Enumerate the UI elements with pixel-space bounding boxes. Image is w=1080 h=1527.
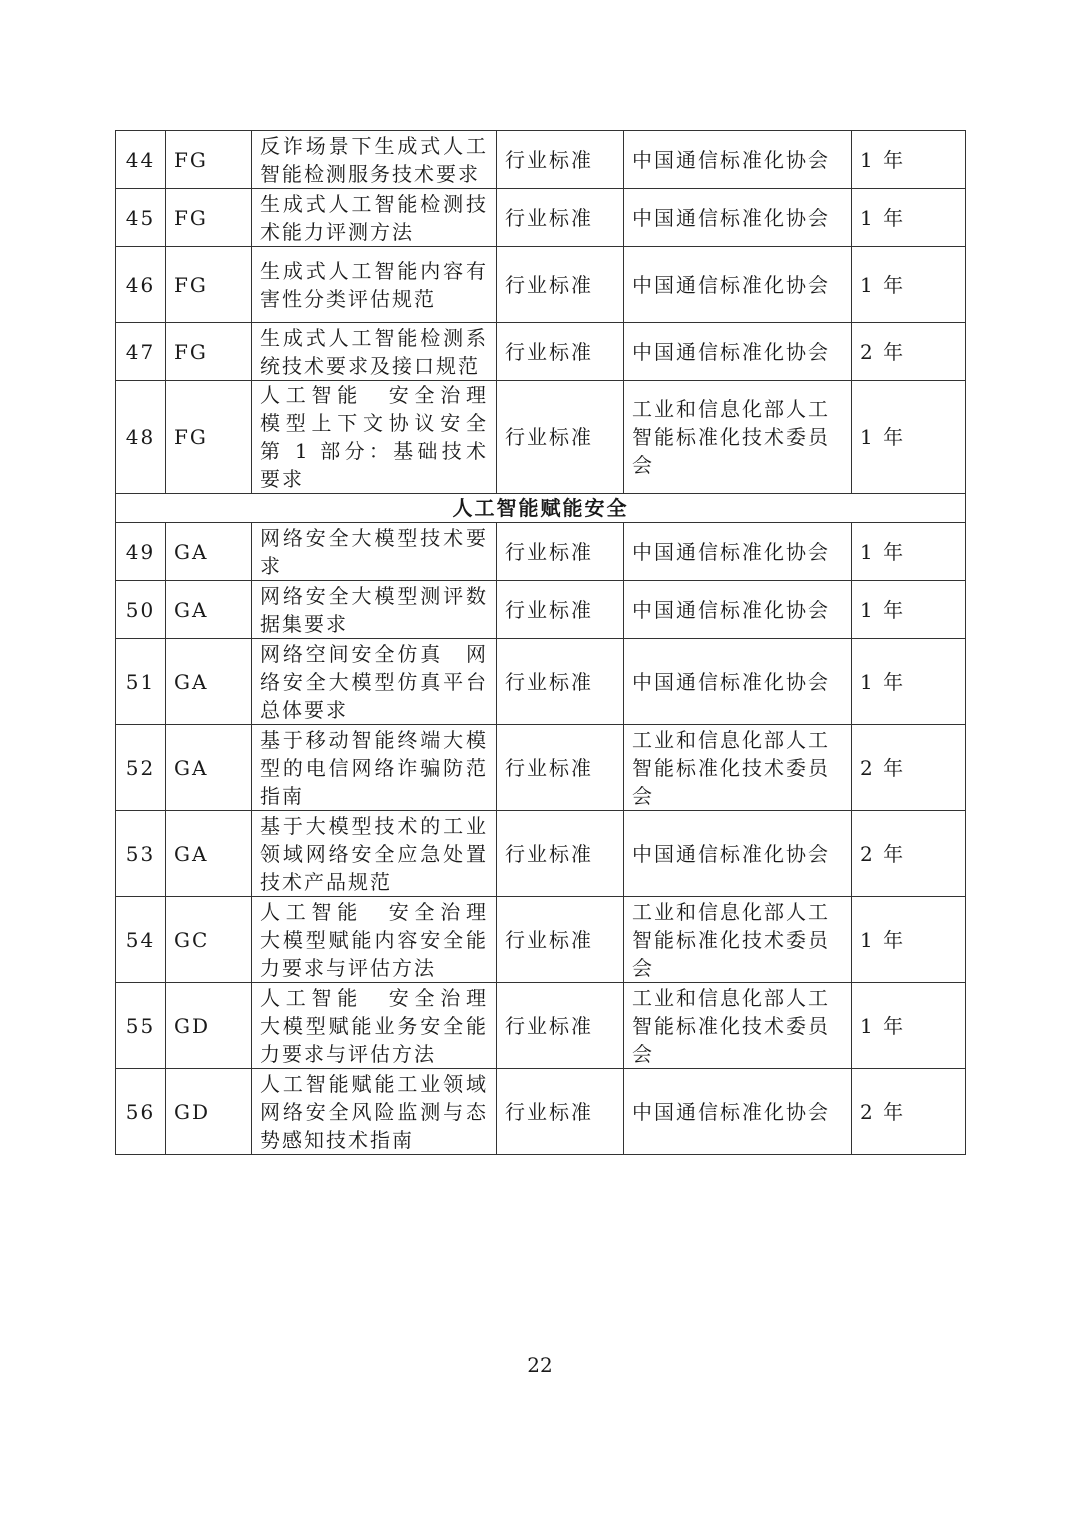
organization: 中国通信标准化协会 [624,639,852,725]
standard-type: 行业标准 [497,247,624,323]
category-code: FG [166,323,252,381]
standard-type: 行业标准 [497,323,624,381]
period: 1 年 [852,189,966,247]
row-number: 47 [116,323,166,381]
organization: 工业和信息化部人工智能标准化技术委员会 [624,381,852,494]
organization: 中国通信标准化协会 [624,811,852,897]
standard-name: 人工智能 安全治理 大模型赋能业务安全能力要求与评估方法 [252,983,497,1069]
category-code: FG [166,131,252,189]
period: 1 年 [852,897,966,983]
category-code: GA [166,523,252,581]
table-row [116,189,966,247]
standard-name: 生成式人工智能检测技术能力评测方法 [252,189,497,247]
page-number: 22 [527,1353,553,1377]
row-number: 53 [116,811,166,897]
organization: 中国通信标准化协会 [624,1069,852,1155]
category-code: GA [166,581,252,639]
standard-type: 行业标准 [497,725,624,811]
category-code: FG [166,189,252,247]
period: 1 年 [852,131,966,189]
standard-type: 行业标准 [497,523,624,581]
organization: 中国通信标准化协会 [624,131,852,189]
standard-type: 行业标准 [497,189,624,247]
standard-type: 行业标准 [497,1069,624,1155]
period: 1 年 [852,523,966,581]
organization: 中国通信标准化协会 [624,523,852,581]
category-code: FG [166,381,252,494]
standard-type: 行业标准 [497,811,624,897]
row-number: 46 [116,247,166,323]
standard-type: 行业标准 [497,983,624,1069]
period: 1 年 [852,983,966,1069]
table-row [116,581,966,639]
category-code: FG [166,247,252,323]
period: 1 年 [852,581,966,639]
table-row [116,725,966,811]
table-row [116,523,966,581]
category-code: GD [166,983,252,1069]
table-row [116,323,966,381]
standard-name: 生成式人工智能内容有害性分类评估规范 [252,247,497,323]
period: 2 年 [852,323,966,381]
organization: 中国通信标准化协会 [624,323,852,381]
category-code: GA [166,811,252,897]
standard-type: 行业标准 [497,639,624,725]
standards-table [115,130,966,1155]
section-row [116,494,966,523]
standard-name: 人工智能 安全治理 大模型赋能内容安全能力要求与评估方法 [252,897,497,983]
period: 1 年 [852,639,966,725]
row-number: 54 [116,897,166,983]
organization: 工业和信息化部人工智能标准化技术委员会 [624,725,852,811]
table-row [116,1069,966,1155]
period: 2 年 [852,1069,966,1155]
standard-name: 人工智能 安全治理 模型上下文协议安全 第 1 部分：基础技术要求 [252,381,497,494]
period: 2 年 [852,811,966,897]
section-title: 人工智能赋能安全 [116,494,966,523]
row-number: 55 [116,983,166,1069]
organization: 中国通信标准化协会 [624,189,852,247]
row-number: 44 [116,131,166,189]
standard-name: 网络安全大模型技术要求 [252,523,497,581]
table-row [116,897,966,983]
category-code: GC [166,897,252,983]
row-number: 49 [116,523,166,581]
category-code: GA [166,639,252,725]
standard-name: 基于移动智能终端大模型的电信网络诈骗防范指南 [252,725,497,811]
table-row [116,639,966,725]
row-number: 48 [116,381,166,494]
organization: 工业和信息化部人工智能标准化技术委员会 [624,897,852,983]
organization: 中国通信标准化协会 [624,581,852,639]
standard-name: 基于大模型技术的工业领域网络安全应急处置技术产品规范 [252,811,497,897]
category-code: GA [166,725,252,811]
organization: 工业和信息化部人工智能标准化技术委员会 [624,983,852,1069]
standard-type: 行业标准 [497,381,624,494]
standard-type: 行业标准 [497,581,624,639]
row-number: 56 [116,1069,166,1155]
standard-name: 生成式人工智能检测系统技术要求及接口规范 [252,323,497,381]
standard-name: 网络空间安全仿真 网络安全大模型仿真平台总体要求 [252,639,497,725]
table-row [116,381,966,494]
standard-type: 行业标准 [497,131,624,189]
standard-type: 行业标准 [497,897,624,983]
table-row [116,131,966,189]
table-row [116,247,966,323]
period: 2 年 [852,725,966,811]
table-row [116,811,966,897]
organization: 中国通信标准化协会 [624,247,852,323]
row-number: 50 [116,581,166,639]
standard-name: 反诈场景下生成式人工智能检测服务技术要求 [252,131,497,189]
period: 1 年 [852,247,966,323]
table-row [116,983,966,1069]
row-number: 52 [116,725,166,811]
row-number: 51 [116,639,166,725]
category-code: GD [166,1069,252,1155]
row-number: 45 [116,189,166,247]
standard-name: 人工智能赋能工业领域网络安全风险监测与态势感知技术指南 [252,1069,497,1155]
period: 1 年 [852,381,966,494]
standard-name: 网络安全大模型测评数据集要求 [252,581,497,639]
